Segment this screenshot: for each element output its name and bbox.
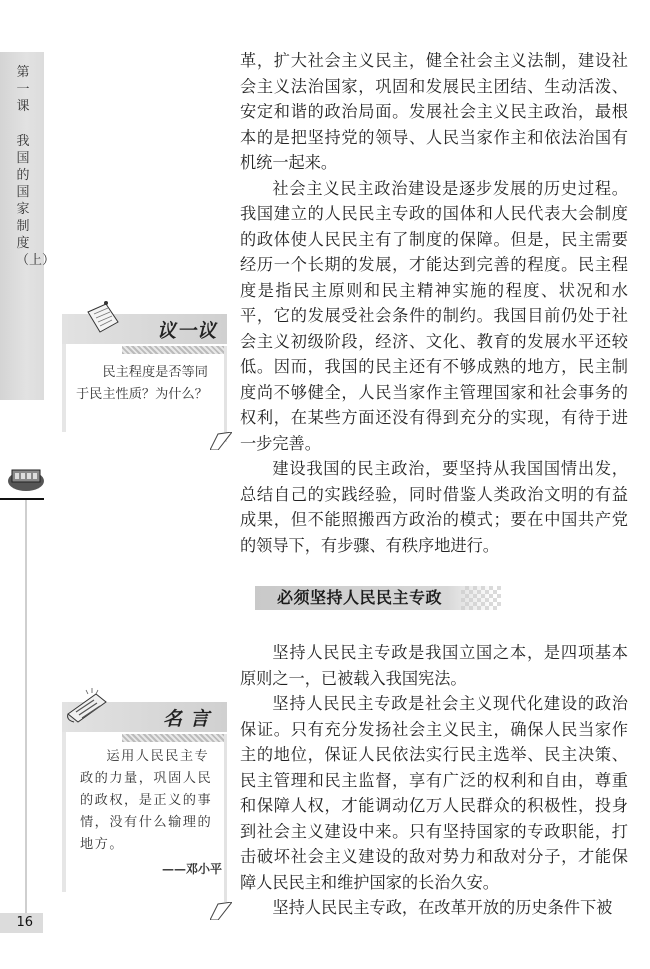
scroll-paper-icon [84, 300, 124, 336]
page-number: 16 [0, 913, 43, 933]
chapter-side-tab [0, 52, 56, 400]
paragraph: 坚持人民民主专政是我国立国之本，是四项基本原则之一，已被载入我国宪法。 [240, 643, 628, 688]
decorative-stripe [122, 734, 227, 742]
box-edge [224, 346, 227, 442]
discuss-box-title: 议一议 [156, 320, 217, 342]
decorative-stripe [122, 346, 227, 354]
main-body-text [240, 48, 628, 921]
quote-box-text: 运用人民民主专政的力量，巩固人民的政权，是正义的事情，没有什么输理的地方。 [80, 749, 213, 852]
section-heading-text: 必须坚持人民民主专政 [277, 588, 443, 607]
discuss-box-text: 民主程度是否等同于民主性质？为什么？ [76, 365, 208, 402]
lesson-label: 第一课 [16, 65, 30, 114]
box-edge [62, 344, 66, 432]
quote-box [62, 688, 232, 920]
box-edge [62, 732, 66, 892]
quote-attribution: ——邓小平 [161, 862, 222, 876]
paragraph: 革，扩大社会主义民主，健全社会主义法制，建设社会主义法治国家，巩固和发展民主团结、生动活泼、安定和谐的政治局面。发展社会主义民主政治，最根本的是把坚持党的领导、人民当家作主和依法治国有机统一起来。 [240, 51, 628, 172]
decorative-checker [461, 586, 501, 610]
lesson-title: 我国的国家制度（上） [16, 134, 56, 268]
paragraph: 社会主义民主政治建设是逐步发展的历史过程。我国建立的人民民主专政的国体和人民代表大会制度的政体使人民民主有了制度的保障。但是，民主需要经历一个长期的发展，才能达到完善的程度。民主程度是指民主原则和民主精神实施的程度、状况和水平，它的发展受社会条件的制约。我国目前仍处于社会主义初级阶段，经济、文化、教育的发展水平还较低。因而，我国的民主还有不够成熟的地方，民主制度尚不够健全，人民当家作主管理国家和社会事务的权利，在某些方面还没有得到充分的实现，有待于进一步完善。 [240, 178, 628, 453]
discuss-box [62, 300, 232, 450]
page-curl-icon [210, 432, 232, 450]
newspaper-icon [66, 688, 110, 724]
section-heading [255, 586, 495, 610]
paragraph: 建设我国的民主政治，要坚持从我国国情出发，总结自己的实践经验，同时借鉴人类政治文明的有益成果，但不能照搬西方政治的模式；要在中国共产党的领导下，有步骤、有秩序地进行。 [240, 459, 628, 555]
box-edge [224, 734, 227, 902]
paragraph: 坚持人民民主专政，在改革开放的历史条件下被 [272, 898, 613, 917]
building-stamp-icon [6, 466, 46, 492]
chapter-title-vertical [13, 64, 56, 269]
quote-box-title: 名言 [162, 708, 217, 730]
margin-vertical-line [25, 500, 27, 913]
margin-divider [0, 498, 44, 500]
page-curl-icon [210, 902, 232, 920]
paragraph: 坚持人民民主专政是社会主义现代化建设的政治保证。只有充分发扬社会主义民主，确保人民当家作主的地位，保证人民依法实行民主选举、民主决策、民主管理和民主监督，享有广泛的权利和自由，尊重和保障人权，才能调动亿万人民群众的积极性，投身到社会主义建设中来。只有坚持国家的专政职能，打击破坏社会主义建设的敌对势力和敌对分子，才能保障人民民主和维护国家的长治久安。 [240, 694, 628, 892]
